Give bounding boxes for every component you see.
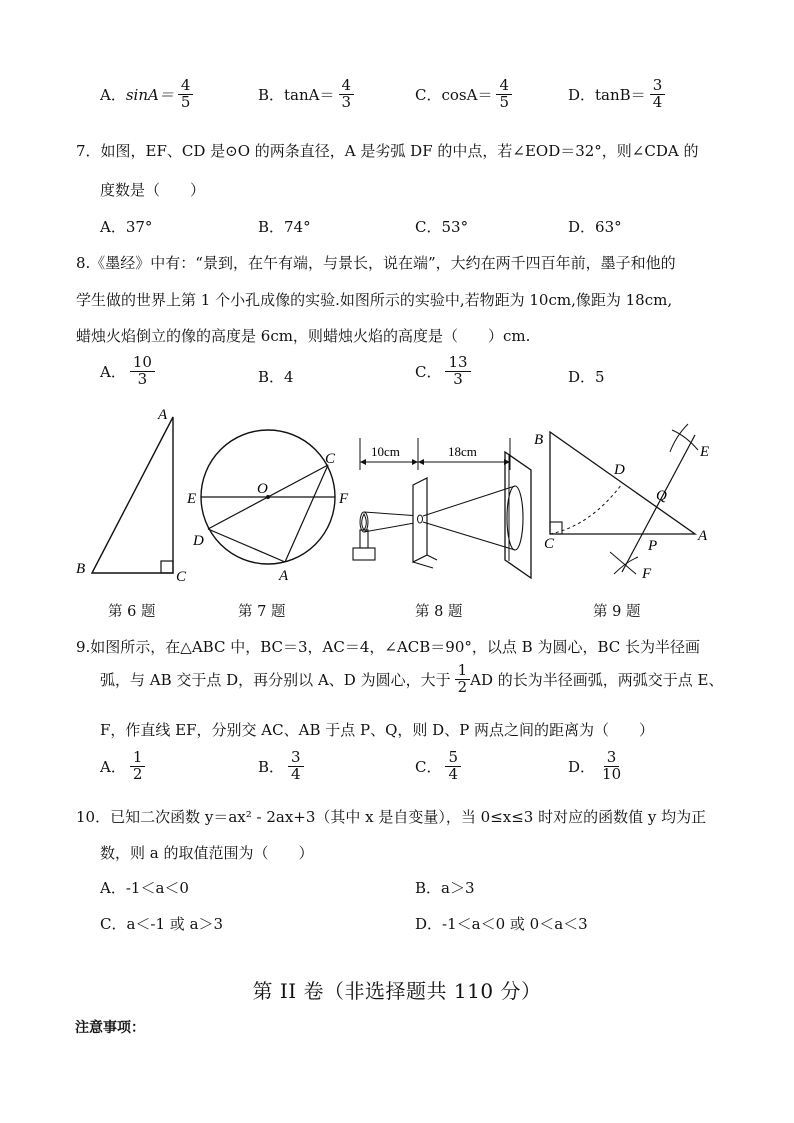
fig9-label-c: C xyxy=(544,536,555,552)
fig9-label-b: B xyxy=(534,432,544,448)
fig9-label-p: P xyxy=(648,538,658,554)
figure-9-construction xyxy=(530,422,730,587)
fig9-label-a: A xyxy=(698,528,708,544)
q10-option-a: A．‐1＜a＜0 xyxy=(100,879,189,897)
q8-option-d: D．5 xyxy=(568,368,605,386)
fig7-label-f: F xyxy=(339,491,349,507)
q8-text-line2: 学生做的世界上第 1 个小孔成像的实验.如图所示的实验中,若物距为 10cm,像距为 18cm, xyxy=(76,291,673,309)
q9-option-a: A． $\frac{1}{2}$ xyxy=(100,750,145,783)
fig7-label-c: C xyxy=(325,451,336,467)
q6-option-b: B． tanA＝ $\frac{4}{3}$ xyxy=(258,78,354,111)
q10-text-line2: 数，则 a 的取值范围为（ ） xyxy=(100,844,314,862)
q10-option-b: B．a＞3 xyxy=(415,879,475,897)
fig7-label-e: E xyxy=(187,491,197,507)
fig9-label-e: E xyxy=(700,444,710,460)
q9-text-line2: 弧，与 AB 交于点 D，再分别以 A、D 为圆心，大于 $\frac{1}{2}$ AD 的长为半径画弧，两弧交于点 E、 xyxy=(100,661,724,696)
fig6-label-b: B xyxy=(76,561,86,577)
q9-option-d: D． $\frac{3}{10}$ xyxy=(568,748,622,783)
q8-option-c: C． $\frac{13}{3}$ xyxy=(415,355,471,388)
fig6-label-a: A xyxy=(158,407,168,423)
q7-option-c: C．53° xyxy=(415,218,469,236)
q8-option-a: A． $\frac{10}{3}$ xyxy=(100,355,155,388)
q7-text-line2: 度数是（ ） xyxy=(100,181,206,199)
fig7-label-a: A xyxy=(279,568,289,584)
q10-option-c: C．a＜‐1 或 a＞3 xyxy=(100,915,224,933)
fig9-label-f: F xyxy=(642,566,652,582)
notice-heading: 注意事项： xyxy=(75,1020,145,1036)
q7-option-a: A．37° xyxy=(100,218,153,236)
fig9-label-q: Q xyxy=(656,488,667,504)
q9-option-b: B． $\frac{3}{4}$ xyxy=(258,750,304,783)
q7-text-line1: 7．如图，EF、CD 是⊙O 的两条直径，A 是劣弧 DF 的中点，若∠EOD＝32°，则∠CDA 的 xyxy=(76,142,699,160)
q9-option-c: C． $\frac{5}{4}$ xyxy=(415,750,461,783)
q9-text-line1: 9.如图所示，在△ABC 中，BC＝3，AC＝4，∠ACB＝90°，以点 B 为圆心，BC 长为半径画 xyxy=(76,638,700,656)
figure-8-pinhole xyxy=(345,430,545,580)
q6-option-a: A． sinA＝ $\frac{4}{5}$ xyxy=(100,78,193,111)
fig8-label-object-distance: 10cm xyxy=(371,444,400,459)
caption-figure-6: 第 6 题 xyxy=(108,604,156,620)
q8-text-line3: 蜡烛火焰倒立的像的高度是 6cm，则蜡烛火焰的高度是（ ）cm. xyxy=(76,327,531,345)
fig9-label-d: D xyxy=(614,462,625,478)
section-title: 第 II 卷（非选择题共 110 分） xyxy=(252,979,542,1003)
fig7-label-o: O xyxy=(257,481,268,497)
q8-option-b: B．4 xyxy=(258,368,294,386)
fig8-label-image-distance: 18cm xyxy=(448,444,477,459)
q8-text-line1: 8.《墨经》中有：“景到，在午有端，与景长，说在端”，大约在两千四百年前，墨子和他的 xyxy=(76,254,676,272)
q7-option-d: D．63° xyxy=(568,218,622,236)
figure-7-circle xyxy=(185,425,355,585)
q6-option-d: D． tanB＝ $\frac{3}{4}$ xyxy=(568,78,665,111)
q10-option-d: D．‐1＜a＜0 或 0＜a＜3 xyxy=(415,915,588,933)
q10-text-line1: 10．已知二次函数 y＝ax² ‐ 2ax+3（其中 x 是自变量），当 0≤x≤3 时对应的函数值 y 均为正 xyxy=(76,808,707,826)
fig7-label-d: D xyxy=(193,533,204,549)
fig6-label-c: C xyxy=(176,569,187,585)
q9-text-line3: F，作直线 EF，分别交 AC、AB 于点 P、Q，则 D、P 两点之间的距离为（ ） xyxy=(100,721,655,739)
figure-6-triangle xyxy=(70,405,200,585)
caption-figure-8: 第 8 题 xyxy=(415,604,463,620)
caption-figure-9: 第 9 题 xyxy=(593,604,641,620)
q6-option-c: C． cosA＝ $\frac{4}{5}$ xyxy=(415,78,512,111)
q7-option-b: B．74° xyxy=(258,218,311,236)
caption-figure-7: 第 7 题 xyxy=(238,604,286,620)
